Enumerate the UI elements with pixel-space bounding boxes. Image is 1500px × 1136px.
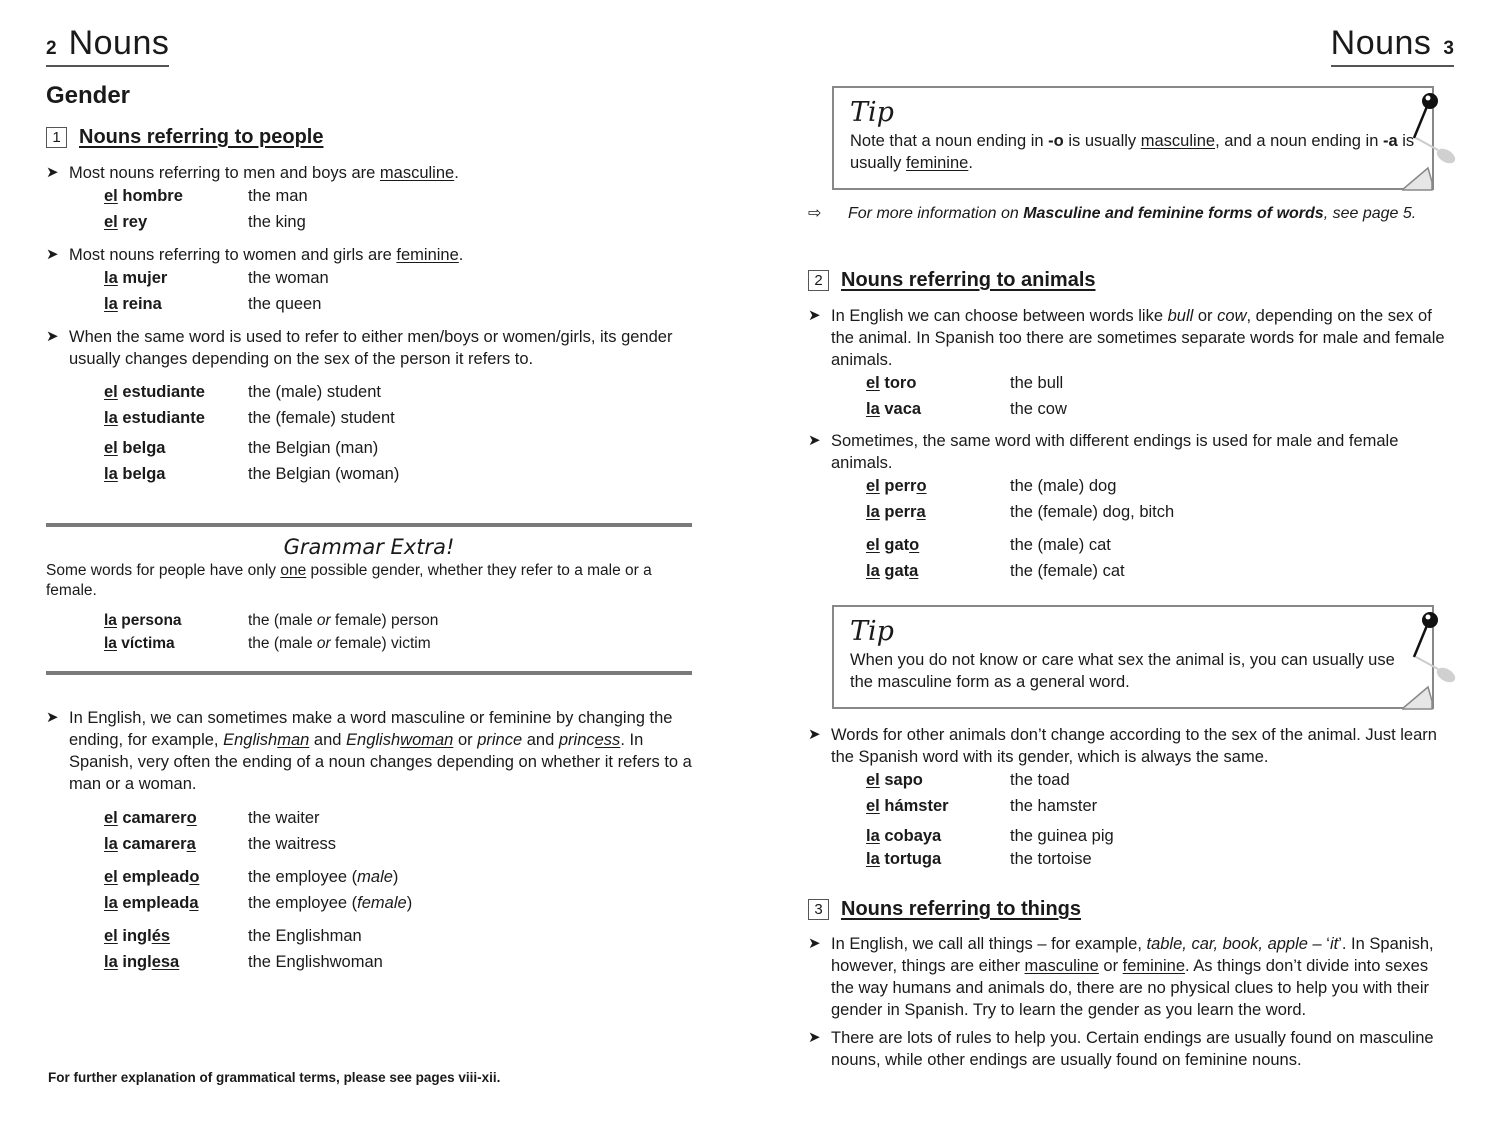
section-title: Nouns referring to people bbox=[79, 126, 324, 148]
running-title: Nouns bbox=[1330, 24, 1432, 62]
section-2-heading bbox=[808, 269, 1096, 292]
example-row: la cobaya the guinea pig bbox=[866, 827, 1114, 845]
example-row: la gata the (female) cat bbox=[866, 561, 1125, 580]
tip-box bbox=[832, 86, 1434, 190]
bullet-point: ➤ Words for other animals don’t change according to the sex of the animal. Just learn the Spanish word with its gender, which is always the same. bbox=[808, 726, 1437, 766]
tip-text: Note that a noun ending in -o is usually masculine, and a noun ending in -a is usually feminine. bbox=[850, 132, 1415, 172]
example-row: la camarera the waitress bbox=[104, 834, 337, 853]
other-animals-body bbox=[808, 724, 1454, 871]
arrow-bullet-icon: ➤ bbox=[46, 328, 59, 345]
pointing-arrow-icon: ⇨ bbox=[808, 205, 822, 222]
example-row: la tortuga the tortoise bbox=[866, 850, 1092, 868]
bullet-point: ➤ In English, we call all things – for example, table, car, book, apple – ‘it’. In Spanish, however, things are either masculine or feminine. As things don’t divide into sexes the way humans and animals do, there are no physical clues to help you with their gender in Spanish. Try to learn the gender as you learn the word. bbox=[808, 935, 1434, 1019]
page-number: 3 bbox=[1443, 38, 1454, 59]
right-page bbox=[808, 0, 1454, 1136]
section-title: Nouns referring to things bbox=[841, 898, 1081, 920]
example-row: el estudiante the (male) student bbox=[104, 383, 381, 401]
example-row: la perra the (female) dog, bitch bbox=[866, 502, 1175, 521]
running-title: Nouns bbox=[68, 24, 170, 62]
arrow-bullet-icon: ➤ bbox=[808, 307, 821, 324]
grammar-extra-title: Grammar Extra! bbox=[283, 535, 455, 559]
bullet-point: ➤ In English we can choose between words like bull or cow, depending on the sex of the animal. In Spanish too there are sometimes separate words for male and female animals. bbox=[808, 307, 1445, 369]
grammar-extra-text: Some words for people have only one possible gender, whether they refer to a male or a female. bbox=[46, 562, 652, 599]
section-2-body bbox=[808, 305, 1454, 584]
arrow-bullet-icon: ➤ bbox=[808, 1029, 821, 1046]
example-row: el inglés the Englishman bbox=[104, 927, 362, 945]
tip-title: Tip bbox=[850, 97, 894, 128]
tip-box bbox=[832, 605, 1434, 709]
example-row: el gato the (male) cat bbox=[866, 536, 1111, 554]
section-1-continued bbox=[46, 707, 692, 975]
bullet-point: ➤ Sometimes, the same word with different endings is used for male and female animals. bbox=[808, 432, 1399, 472]
section-title: Nouns referring to animals bbox=[841, 269, 1096, 291]
section-1-heading bbox=[46, 126, 323, 149]
pushpin-icon bbox=[1402, 607, 1462, 711]
example-row: el hámster the hamster bbox=[866, 796, 1098, 815]
example-row: la belga the Belgian (woman) bbox=[104, 464, 400, 483]
example-row: la reina the queen bbox=[104, 294, 322, 313]
example-row: el hombre the man bbox=[104, 187, 308, 205]
example-row: la empleada the employee (female) bbox=[104, 893, 413, 912]
example-row: la vaca the cow bbox=[866, 399, 1067, 418]
example-row: la víctima the (male or female) victim bbox=[104, 635, 431, 652]
left-page bbox=[46, 0, 692, 1136]
bullet-point: ➤ There are lots of rules to help you. Certain endings are usually found on masculine nouns, while other endings are usually found on feminine nouns. bbox=[808, 1029, 1434, 1069]
bullet-point: ➤ Most nouns referring to men and boys are masculine. bbox=[46, 164, 459, 182]
example-row: el rey the king bbox=[104, 212, 306, 231]
section-3-heading bbox=[808, 898, 1081, 921]
arrow-bullet-icon: ➤ bbox=[808, 432, 821, 449]
example-row: el belga the Belgian (man) bbox=[104, 439, 379, 457]
section-3-body bbox=[808, 933, 1454, 1071]
section-1-body bbox=[46, 162, 692, 487]
arrow-bullet-icon: ➤ bbox=[46, 709, 59, 726]
example-row: el perro the (male) dog bbox=[866, 477, 1117, 495]
arrow-bullet-icon: ➤ bbox=[808, 726, 821, 743]
example-row: el empleado the employee (male) bbox=[104, 868, 399, 886]
section-number-box: 1 bbox=[46, 127, 67, 148]
tip-title: Tip bbox=[850, 616, 894, 647]
arrow-bullet-icon: ➤ bbox=[46, 164, 59, 181]
tip-text: When you do not know or care what sex the animal is, you can usually use the masculine form as a general word. bbox=[850, 651, 1395, 691]
arrow-bullet-icon: ➤ bbox=[46, 246, 59, 263]
bullet-point: ➤ When the same word is used to refer to either men/boys or women/girls, its gender usually changes depending on the sex of the person it refers to. bbox=[46, 328, 673, 368]
section-number-box: 3 bbox=[808, 899, 829, 920]
arrow-bullet-icon: ➤ bbox=[808, 935, 821, 952]
pushpin-icon bbox=[1402, 88, 1462, 192]
footnote: For further explanation of grammatical terms, please see pages viii-xii. bbox=[48, 1070, 501, 1085]
example-row: el sapo the toad bbox=[866, 771, 1070, 789]
running-header-left bbox=[46, 24, 169, 67]
grammar-extra-box bbox=[46, 523, 692, 675]
cross-reference: ⇨ For more information on Masculine and feminine forms of words, see page 5. bbox=[808, 202, 1428, 225]
bullet-point: ➤ In English, we can sometimes make a word masculine or feminine by changing the ending, for example, Englishman and Englishwoman or prince and princess. In Spanish, very often the ending of a noun changes depending on whether it refers to a man or a woman. bbox=[46, 709, 692, 793]
running-header-right bbox=[1331, 24, 1454, 67]
example-row: la inglesa the Englishwoman bbox=[104, 952, 383, 971]
example-row: el toro the bull bbox=[866, 374, 1064, 392]
example-row: la persona the (male or female) person bbox=[104, 612, 439, 629]
section-heading-gender: Gender bbox=[46, 82, 131, 109]
example-row: el camarero the waiter bbox=[104, 809, 320, 827]
section-number-box: 2 bbox=[808, 270, 829, 291]
example-row: la estudiante the (female) student bbox=[104, 408, 395, 427]
bullet-point: ➤ Most nouns referring to women and girls are feminine. bbox=[46, 246, 464, 264]
page-number: 2 bbox=[46, 38, 57, 59]
example-row: la mujer the woman bbox=[104, 269, 329, 287]
